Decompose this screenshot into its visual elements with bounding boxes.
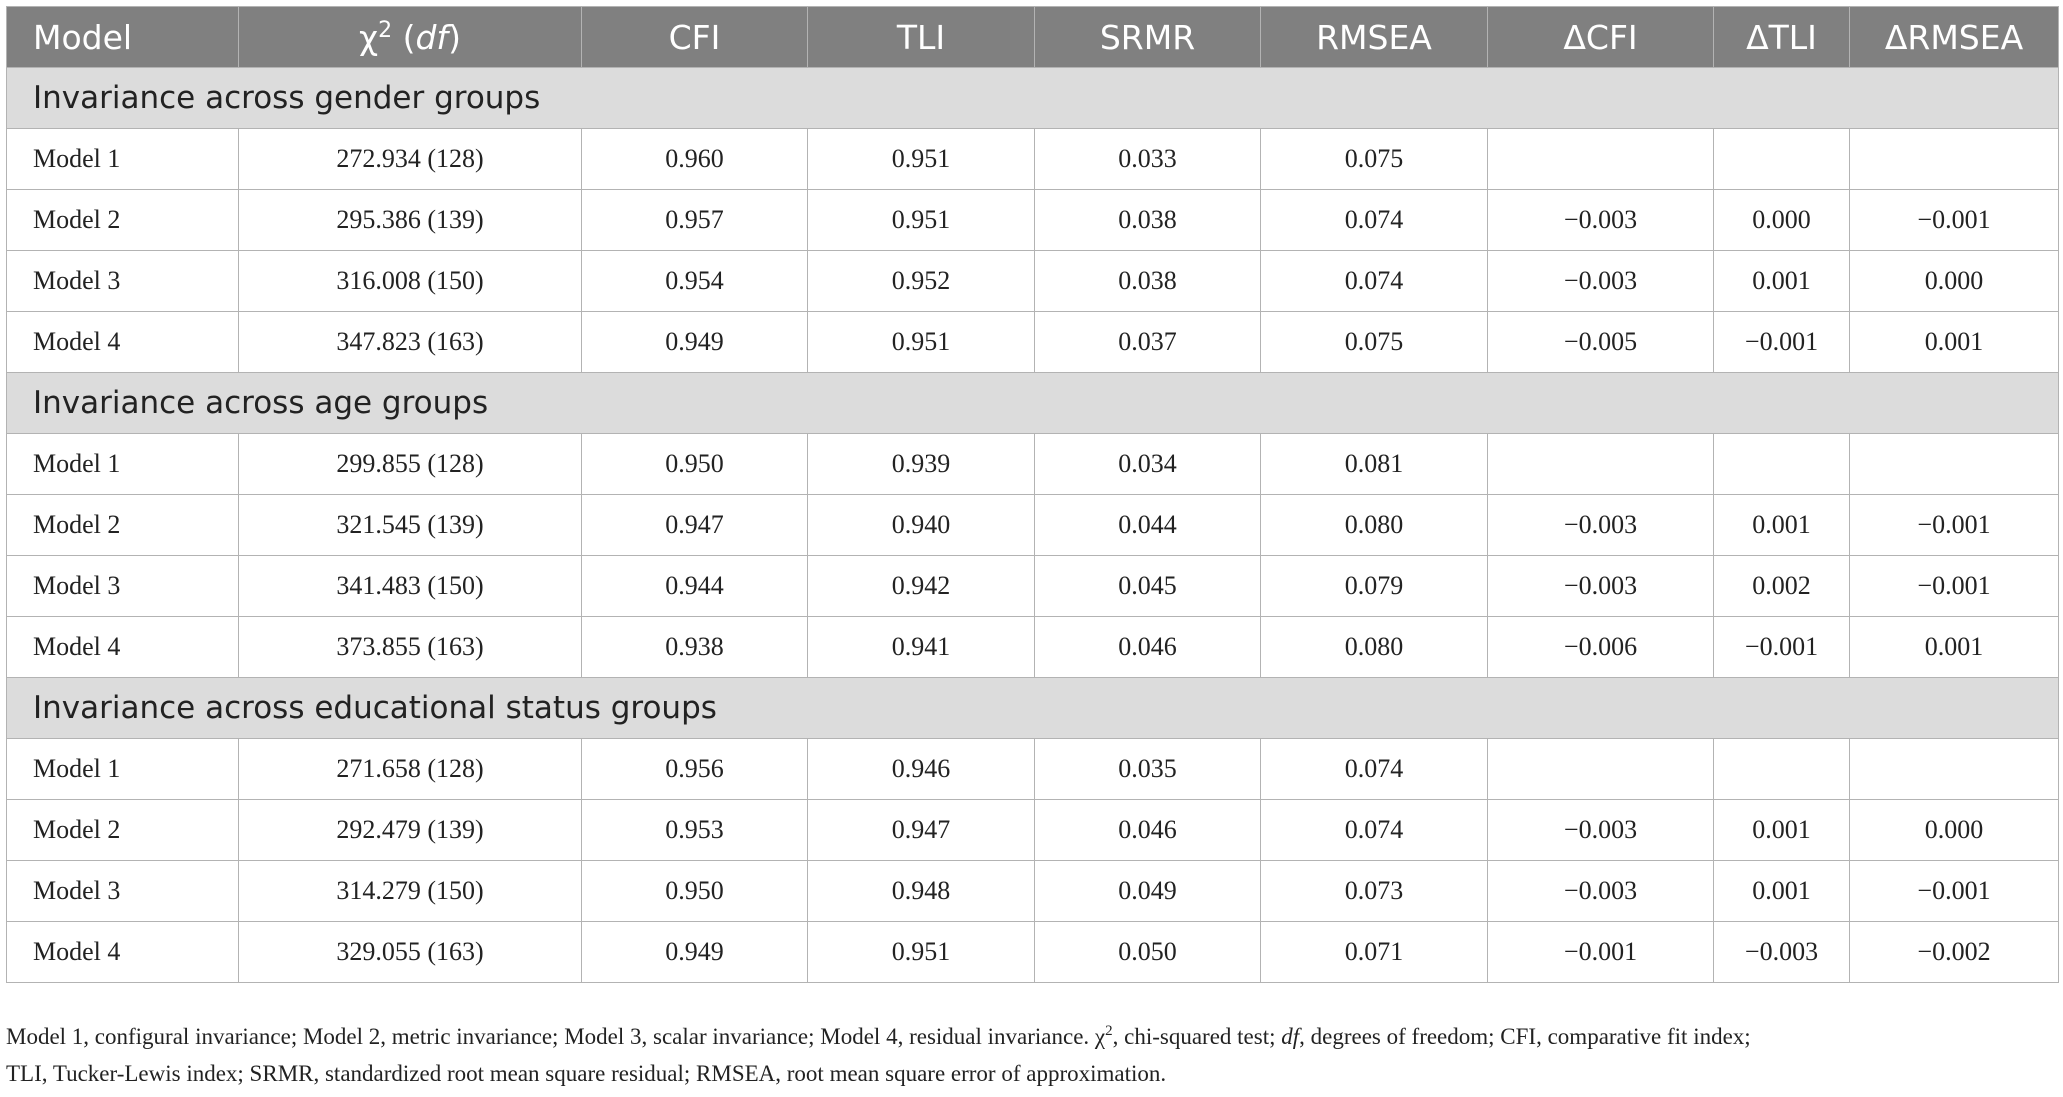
table-cell: −0.001 xyxy=(1850,495,2059,556)
table-cell xyxy=(1714,434,1850,495)
table-cell: 0.947 xyxy=(808,800,1035,861)
table-cell: 0.044 xyxy=(1035,495,1261,556)
table-body xyxy=(7,68,2059,983)
table-row xyxy=(7,129,2059,190)
table-cell: 341.483 (150) xyxy=(239,556,582,617)
table-cell: 295.386 (139) xyxy=(239,190,582,251)
header-srmr: SRMR xyxy=(1035,7,1261,68)
group-title: Invariance across age groups xyxy=(7,373,2059,434)
table-cell: 0.037 xyxy=(1035,312,1261,373)
table-row xyxy=(7,434,2059,495)
table-cell: Model 1 xyxy=(7,434,239,495)
table-cell xyxy=(1488,129,1714,190)
table-cell: −0.003 xyxy=(1488,861,1714,922)
table-cell: 0.948 xyxy=(808,861,1035,922)
group-title: Invariance across educational status groups xyxy=(7,678,2059,739)
table-cell: 272.934 (128) xyxy=(239,129,582,190)
table-cell: 0.038 xyxy=(1035,251,1261,312)
table-cell: 0.000 xyxy=(1850,251,2059,312)
table-cell: 0.074 xyxy=(1261,251,1488,312)
footnote-text-1: Model 1, configural invariance; Model 2, metric invariance; Model 3, scalar invariance; Model 4, residual invariance. χ xyxy=(6,1024,1106,1049)
table-cell: 0.074 xyxy=(1261,800,1488,861)
header-delta-cfi: ΔCFI xyxy=(1488,7,1714,68)
table-cell: 0.951 xyxy=(808,922,1035,983)
table-cell: 0.000 xyxy=(1850,800,2059,861)
table-cell: −0.005 xyxy=(1488,312,1714,373)
table-cell: 0.951 xyxy=(808,312,1035,373)
header-cfi: CFI xyxy=(582,7,808,68)
table-cell: 0.001 xyxy=(1714,800,1850,861)
table-cell: 0.951 xyxy=(808,129,1035,190)
table-cell: 0.080 xyxy=(1261,495,1488,556)
table-cell: Model 4 xyxy=(7,617,239,678)
table-cell: Model 2 xyxy=(7,495,239,556)
header-row xyxy=(7,7,2059,68)
table-cell: −0.003 xyxy=(1488,251,1714,312)
table-cell: 0.074 xyxy=(1261,190,1488,251)
table-cell: −0.003 xyxy=(1488,190,1714,251)
table-cell xyxy=(1714,129,1850,190)
table-cell: 0.038 xyxy=(1035,190,1261,251)
footnote-text-2: , chi-squared test; xyxy=(1112,1024,1282,1049)
header-model: Model xyxy=(7,7,239,68)
table-cell: −0.001 xyxy=(1714,617,1850,678)
table-cell: 0.046 xyxy=(1035,617,1261,678)
group-header-row xyxy=(7,373,2059,434)
group-title: Invariance across gender groups xyxy=(7,68,2059,129)
table-cell: 299.855 (128) xyxy=(239,434,582,495)
table-cell: 0.953 xyxy=(582,800,808,861)
table-cell: 0.960 xyxy=(582,129,808,190)
table-cell: 0.949 xyxy=(582,312,808,373)
header-chi-square: $\chi^2$ (df) xyxy=(239,7,582,68)
footnote-df: df xyxy=(1281,1024,1300,1049)
footnote-superscript: 2 xyxy=(1105,1023,1113,1039)
table-cell: 0.079 xyxy=(1261,556,1488,617)
table-cell: 0.081 xyxy=(1261,434,1488,495)
table-row xyxy=(7,190,2059,251)
table-cell: 0.001 xyxy=(1850,312,2059,373)
table-cell: 0.940 xyxy=(808,495,1035,556)
table-cell: 373.855 (163) xyxy=(239,617,582,678)
table-cell: 0.939 xyxy=(808,434,1035,495)
table-cell: 0.944 xyxy=(582,556,808,617)
table-cell: −0.001 xyxy=(1488,922,1714,983)
header-delta-rmsea: ΔRMSEA xyxy=(1850,7,2059,68)
table-cell: Model 2 xyxy=(7,190,239,251)
table-cell: 271.658 (128) xyxy=(239,739,582,800)
table-cell: 0.071 xyxy=(1261,922,1488,983)
table-cell: Model 3 xyxy=(7,861,239,922)
table-cell: 0.045 xyxy=(1035,556,1261,617)
table-cell: 329.055 (163) xyxy=(239,922,582,983)
table-cell: Model 3 xyxy=(7,556,239,617)
table-cell: 0.046 xyxy=(1035,800,1261,861)
table-cell: −0.003 xyxy=(1488,495,1714,556)
table-cell: 0.947 xyxy=(582,495,808,556)
chi-symbol: χ xyxy=(359,17,379,57)
table-container xyxy=(6,6,2058,983)
invariance-table xyxy=(6,6,2059,983)
table-cell: 0.001 xyxy=(1714,495,1850,556)
table-cell: 0.075 xyxy=(1261,312,1488,373)
table-cell: 0.001 xyxy=(1714,251,1850,312)
table-cell: 0.050 xyxy=(1035,922,1261,983)
table-cell: 0.938 xyxy=(582,617,808,678)
header-tli: TLI xyxy=(808,7,1035,68)
table-cell xyxy=(1850,129,2059,190)
table-cell xyxy=(1714,739,1850,800)
header-delta-tli: ΔTLI xyxy=(1714,7,1850,68)
table-cell: 0.001 xyxy=(1714,861,1850,922)
table-row xyxy=(7,739,2059,800)
table-cell: 0.073 xyxy=(1261,861,1488,922)
table-cell: 0.952 xyxy=(808,251,1035,312)
table-cell: 0.080 xyxy=(1261,617,1488,678)
table-cell: 347.823 (163) xyxy=(239,312,582,373)
table-cell: −0.003 xyxy=(1488,556,1714,617)
table-row xyxy=(7,922,2059,983)
table-row xyxy=(7,861,2059,922)
table-cell: 0.074 xyxy=(1261,739,1488,800)
table-cell: 0.034 xyxy=(1035,434,1261,495)
table-cell: Model 3 xyxy=(7,251,239,312)
table-cell: 0.033 xyxy=(1035,129,1261,190)
table-cell xyxy=(1488,739,1714,800)
table-cell: 0.956 xyxy=(582,739,808,800)
table-cell: −0.001 xyxy=(1850,190,2059,251)
table-row xyxy=(7,312,2059,373)
table-cell: −0.001 xyxy=(1714,312,1850,373)
table-cell: −0.001 xyxy=(1850,861,2059,922)
table-cell: 0.950 xyxy=(582,434,808,495)
table-cell xyxy=(1488,434,1714,495)
table-cell: −0.003 xyxy=(1714,922,1850,983)
table-row xyxy=(7,617,2059,678)
chi-superscript: 2 xyxy=(378,17,393,43)
table-cell: 314.279 (150) xyxy=(239,861,582,922)
table-cell: 0.957 xyxy=(582,190,808,251)
table-cell: Model 1 xyxy=(7,129,239,190)
table-cell: Model 1 xyxy=(7,739,239,800)
table-cell: 0.075 xyxy=(1261,129,1488,190)
table-cell: −0.002 xyxy=(1850,922,2059,983)
table-cell: 292.479 (139) xyxy=(239,800,582,861)
table-cell: 0.946 xyxy=(808,739,1035,800)
table-cell: −0.003 xyxy=(1488,800,1714,861)
group-header-row xyxy=(7,68,2059,129)
table-cell: 0.950 xyxy=(582,861,808,922)
table-cell: 321.545 (139) xyxy=(239,495,582,556)
table-cell: Model 4 xyxy=(7,312,239,373)
table-row xyxy=(7,251,2059,312)
table-row xyxy=(7,800,2059,861)
table-cell: 0.002 xyxy=(1714,556,1850,617)
table-cell xyxy=(1850,739,2059,800)
table-cell: 0.942 xyxy=(808,556,1035,617)
footnote-line-1 xyxy=(6,1020,2058,1057)
table-cell: 0.941 xyxy=(808,617,1035,678)
table-cell: −0.001 xyxy=(1850,556,2059,617)
table-cell: 0.001 xyxy=(1850,617,2059,678)
table-cell: Model 4 xyxy=(7,922,239,983)
header-rmsea: RMSEA xyxy=(1261,7,1488,68)
table-row xyxy=(7,495,2059,556)
table-cell: 0.951 xyxy=(808,190,1035,251)
table-cell: 0.949 xyxy=(582,922,808,983)
table-cell: 0.035 xyxy=(1035,739,1261,800)
footnote-line-2: TLI, Tucker-Lewis index; SRMR, standardized root mean square residual; RMSEA, root mean square error of approximation. xyxy=(6,1061,1167,1086)
table-footnote xyxy=(6,1020,2058,1091)
table-cell: 0.049 xyxy=(1035,861,1261,922)
table-cell xyxy=(1850,434,2059,495)
table-cell: Model 2 xyxy=(7,800,239,861)
table-cell: −0.006 xyxy=(1488,617,1714,678)
group-header-row xyxy=(7,678,2059,739)
table-cell: 0.954 xyxy=(582,251,808,312)
chi-df: df xyxy=(415,17,449,57)
table-cell: 316.008 (150) xyxy=(239,251,582,312)
footnote-text-3: , degrees of freedom; CFI, comparative fit index; xyxy=(1299,1024,1751,1049)
table-cell: 0.000 xyxy=(1714,190,1850,251)
table-row xyxy=(7,556,2059,617)
